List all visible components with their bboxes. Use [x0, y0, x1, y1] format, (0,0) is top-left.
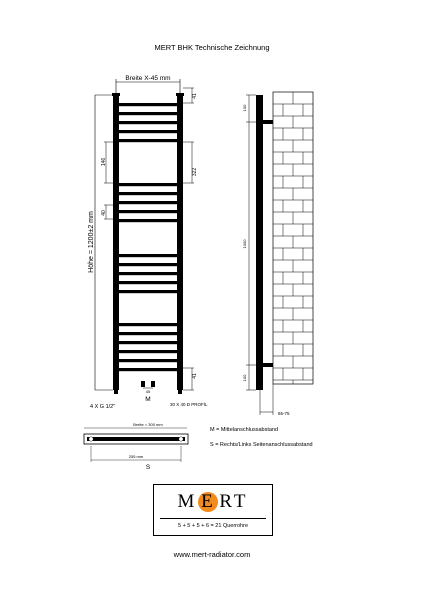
dim-100-top: 100: [242, 104, 247, 112]
cross-bars: [119, 103, 177, 371]
cross-bar: [119, 210, 177, 213]
dim-41-bottom: 41: [192, 373, 198, 379]
cross-bar: [119, 192, 177, 195]
cross-bar: [119, 332, 177, 335]
middle-connection: [141, 381, 145, 387]
m-dimension-value: 45: [145, 389, 151, 394]
cross-bar: [119, 281, 177, 284]
cross-bar: [119, 112, 177, 115]
logo-letters-right: RT: [219, 491, 249, 512]
dim-146: 146: [101, 157, 107, 167]
plan-view: [84, 422, 188, 471]
plan-profile: [87, 437, 185, 441]
drawing-title: MERT BHK Technische Zeichnung: [154, 43, 270, 52]
cross-bar: [119, 290, 177, 293]
dim-40: 40: [101, 210, 107, 216]
m-label: M: [145, 396, 151, 403]
logo-letters-left: M: [177, 491, 198, 512]
logo-subtitle: 5 + 5 + 5 + 6 = 21 Querrohre: [177, 523, 249, 529]
middle-connection: [151, 381, 155, 387]
side-radiator-profile: [256, 95, 263, 390]
wall-bracket: [263, 120, 273, 124]
dim-322: 322: [192, 167, 198, 177]
side-view: [242, 92, 313, 416]
width-label: Breite X-45 mm: [125, 75, 171, 82]
plan-width-label: Breite = 300 mm: [133, 422, 163, 427]
cross-bar: [119, 341, 177, 344]
cross-bar: [119, 121, 177, 124]
cross-bar: [119, 359, 177, 362]
dim-1000: 1000: [242, 239, 247, 249]
cross-bar: [119, 263, 177, 266]
left-rail: [113, 95, 119, 390]
cross-bar: [119, 139, 177, 142]
connection-label: 4 X G 1/2": [90, 404, 116, 410]
front-view: [88, 75, 208, 410]
cross-bar: [119, 323, 177, 326]
logo-circle-letter: E: [198, 492, 218, 512]
website-link[interactable]: www.mert-radiator.com: [173, 550, 251, 559]
profile-label: 30 X 40 D PROFİL: [170, 402, 208, 407]
s-label: S: [145, 464, 151, 471]
logo-wordmark: [154, 491, 272, 513]
dim-100-bottom: 100: [242, 374, 247, 382]
dim-65-75: 65-75: [278, 411, 290, 416]
wall-bracket: [263, 363, 273, 367]
dim-41-top: 41: [192, 93, 198, 99]
legend-s: S = Rechts/Links Seitenanschlussabstand: [210, 442, 313, 448]
cross-bar: [119, 219, 177, 222]
cross-bar: [119, 183, 177, 186]
cross-bar: [119, 103, 177, 106]
right-rail: [177, 95, 183, 390]
cross-bar: [119, 130, 177, 133]
cross-bar: [119, 350, 177, 353]
legend-m: M = Mittelanschlussabstand: [210, 427, 279, 433]
mert-logo: [153, 484, 273, 536]
logo-divider: [160, 518, 266, 519]
height-label: Höhe = 1200±2 mm: [88, 211, 95, 273]
cross-bar: [119, 254, 177, 257]
dim-255: 255 mm: [128, 454, 144, 459]
cross-bar: [119, 272, 177, 275]
cross-bar: [119, 201, 177, 204]
cross-bar: [119, 368, 177, 371]
